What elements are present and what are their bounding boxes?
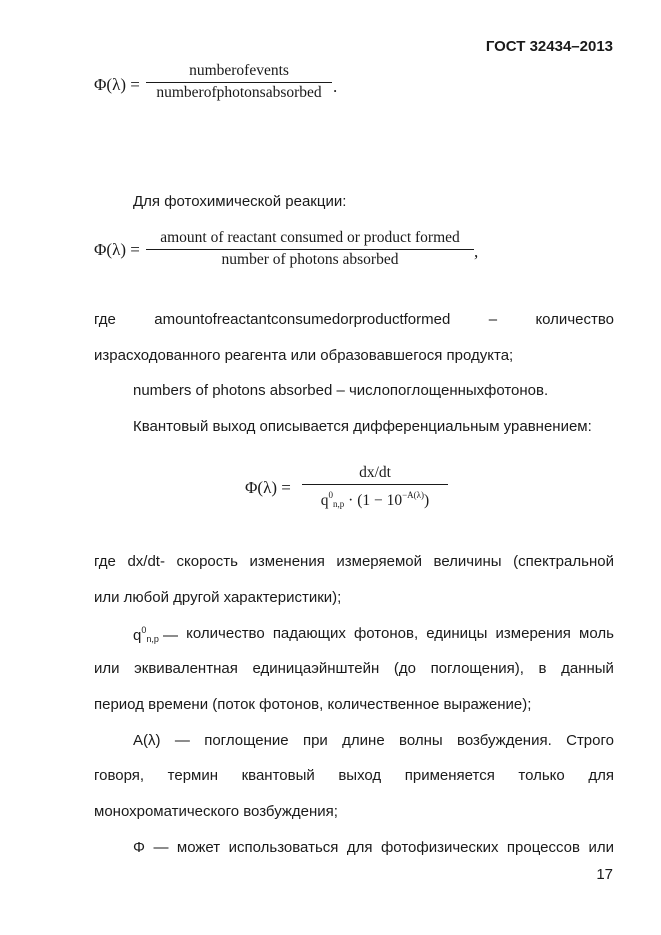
- formula-2-tail: ,: [474, 242, 479, 261]
- word: Φ: [133, 839, 145, 856]
- word: возбуждения.: [457, 732, 552, 749]
- word: фотонов,: [353, 625, 419, 642]
- where-line-2: [94, 553, 614, 570]
- a-line-1: [133, 732, 614, 749]
- word: данный: [561, 660, 614, 677]
- word: говоря,: [94, 767, 145, 784]
- word: количество: [186, 625, 265, 642]
- word: в: [538, 660, 547, 677]
- word: единицы: [426, 625, 488, 642]
- word: применяется: [404, 767, 495, 784]
- word: измерения: [495, 625, 571, 642]
- word: Строго: [566, 732, 614, 749]
- word: может: [176, 839, 221, 856]
- q-symbol: q: [320, 492, 329, 509]
- word: количество: [535, 311, 614, 328]
- word: процессов: [506, 839, 580, 856]
- word: (спектральной: [513, 553, 614, 570]
- q-line-1: [133, 625, 614, 644]
- word: использоваться: [228, 839, 339, 856]
- q-subscript: n,p: [333, 499, 345, 509]
- formula-1-denominator: numberofphotonsabsorbed: [156, 84, 322, 101]
- den-rest: · (1 − 10: [348, 492, 403, 509]
- q-superscript: 0: [328, 490, 334, 500]
- q-line-2: [94, 660, 614, 677]
- word: фотофизических: [380, 839, 499, 856]
- word: A(λ): [133, 732, 161, 749]
- fraction-bar: [302, 484, 448, 485]
- word: термин: [167, 767, 219, 784]
- where-line-2-cont: или любой другой характеристики);: [94, 589, 342, 606]
- fraction-bar: [146, 82, 332, 83]
- word: при: [302, 732, 328, 749]
- quantum-line: Квантовый выход описывается дифференциальным уравнением:: [133, 418, 592, 435]
- word: dx/dt-: [127, 553, 165, 570]
- word: или: [588, 839, 614, 856]
- page-number: 17: [596, 866, 613, 883]
- word: изменения: [249, 553, 325, 570]
- word: где: [94, 311, 116, 328]
- word: или: [94, 660, 120, 677]
- word: квантовый: [241, 767, 315, 784]
- q-symbol: q: [133, 627, 142, 644]
- formula-1-tail: .: [333, 77, 338, 96]
- formula-2-numerator: amount of reactant consumed or product formed: [160, 229, 460, 246]
- phi-line: [133, 839, 614, 856]
- formula-3-lhs: Φ(λ) =: [245, 478, 291, 497]
- formula-1-numerator: numberofevents: [189, 62, 289, 79]
- formula-1-fraction: [146, 62, 332, 102]
- q-subscript: n,p: [146, 634, 159, 644]
- formula-3-denominator: [302, 486, 448, 513]
- word: выход: [338, 767, 382, 784]
- word: единицаэйнштейн: [252, 660, 380, 677]
- q-term: [133, 625, 178, 644]
- formula-2-fraction: [146, 229, 474, 269]
- word: падающих: [272, 625, 346, 642]
- word: поглощение: [204, 732, 289, 749]
- formula-1-lhs: Φ(λ) =: [94, 75, 140, 94]
- a-line-2: [94, 767, 614, 784]
- word: измеряемой: [336, 553, 422, 570]
- q-superscript: 0: [141, 625, 147, 635]
- den-close: ): [424, 492, 430, 509]
- word: эквивалентная: [134, 660, 238, 677]
- word: величины: [433, 553, 502, 570]
- word: скорость: [176, 553, 238, 570]
- word: для: [346, 839, 373, 856]
- formula-2-denominator: number of photons absorbed: [221, 251, 399, 268]
- photochemical-heading: Для фотохимической реакции:: [133, 193, 347, 210]
- a-line-3: монохроматического возбуждения;: [94, 803, 338, 820]
- photons-line: numbers of photons absorbed – числопоглощенныхфотонов.: [133, 382, 549, 399]
- word: —: [163, 627, 179, 644]
- word: —: [153, 839, 169, 856]
- word: моль: [579, 625, 614, 642]
- word: волны: [399, 732, 443, 749]
- word: поглощения),: [430, 660, 524, 677]
- word: для: [588, 767, 614, 784]
- standard-header: ГОСТ 32434–2013: [485, 38, 613, 55]
- word: —: [174, 732, 190, 749]
- formula-2-lhs: Φ(λ) =: [94, 240, 140, 259]
- where-line-1-cont: израсходованного реагента или образовавшегося продукта;: [94, 347, 514, 364]
- word: где: [94, 553, 116, 570]
- word: только: [518, 767, 565, 784]
- fraction-bar: [146, 249, 474, 250]
- word: длине: [342, 732, 385, 749]
- formula-3-numerator: dx/dt: [359, 464, 391, 481]
- formula-3-fraction: [302, 464, 448, 513]
- exponent: −A(λ): [402, 490, 425, 500]
- q-line-3: период времени (поток фотонов, количественное выражение);: [94, 696, 532, 713]
- where-line-1: [94, 311, 614, 328]
- word: amountofreactantconsumedorproductformed: [154, 311, 451, 328]
- word: (до: [393, 660, 416, 677]
- word: –: [488, 311, 498, 328]
